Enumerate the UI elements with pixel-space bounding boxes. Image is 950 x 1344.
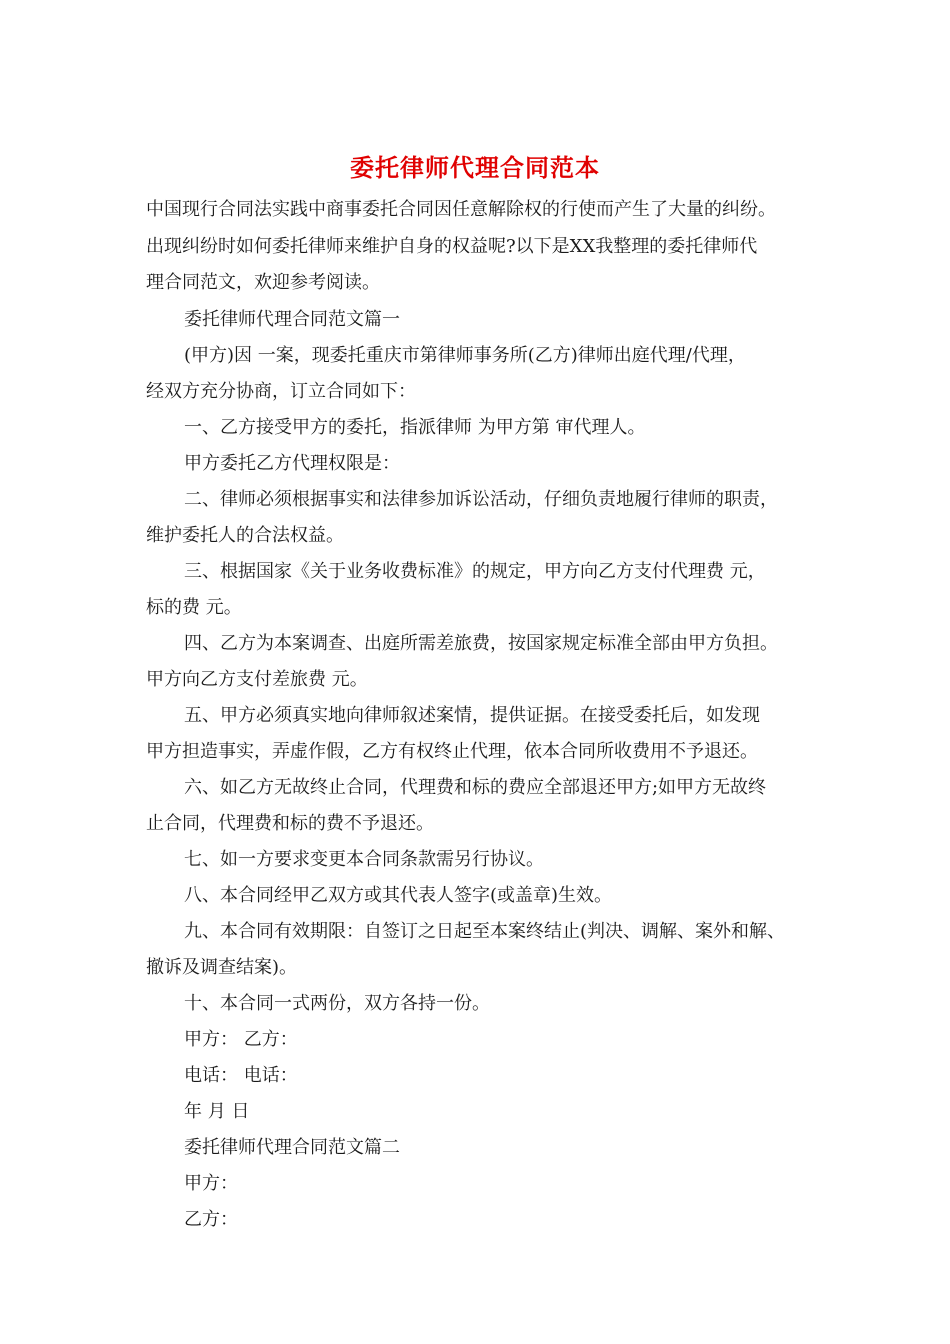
paragraph-line: 十、本合同一式两份，双方各持一份。 [184,993,490,1014]
document-title: 委托律师代理合同范本 [350,153,600,182]
paragraph-line: 三、根据国家《关于业务收费标准》的规定，甲方向乙方支付代理费 元， [184,561,766,582]
paragraph-line: 甲方委托乙方代理权限是： [184,453,400,474]
signature-party-line: 甲方： 乙方： [184,1029,298,1050]
paragraph-line: 理合同范文，欢迎参考阅读。 [146,272,380,293]
paragraph-line: 维护委托人的合法权益。 [146,525,344,546]
section-heading: 委托律师代理合同范文篇一 [184,309,400,330]
paragraph-line: 甲方向乙方支付差旅费 元。 [146,669,368,690]
paragraph-line: 四、乙方为本案调查、出庭所需差旅费，按国家规定标准全部由甲方负担。 [184,633,778,654]
party-a-line: 甲方： [184,1173,238,1194]
paragraph-line: 经双方充分协商，订立合同如下： [146,381,416,402]
paragraph-line: (甲方)因 一案，现委托重庆市第律师事务所(乙方)律师出庭代理/代理， [184,345,746,366]
paragraph-line: 止合同，代理费和标的费不予退还。 [146,813,434,834]
signature-date-line: 年 月 日 [184,1101,250,1122]
paragraph-line: 出现纠纷时如何委托律师来维护自身的权益呢?以下是XX我整理的委托律师代 [146,236,758,257]
paragraph-line: 甲方担造事实，弄虚作假，乙方有权终止代理，依本合同所收费用不予退还。 [146,741,758,762]
paragraph-line: 标的费 元。 [146,597,242,618]
paragraph-line: 二、律师必须根据事实和法律参加诉讼活动，仔细负责地履行律师的职责， [184,489,778,510]
party-b-line: 乙方： [184,1209,238,1230]
section-heading: 委托律师代理合同范文篇二 [184,1137,400,1158]
paragraph-line: 六、如乙方无故终止合同，代理费和标的费应全部退还甲方;如甲方无故终 [184,777,767,798]
paragraph-line: 撤诉及调查结案)。 [146,957,298,978]
signature-phone-line: 电话： 电话： [184,1065,298,1086]
paragraph-line: 一、乙方接受甲方的委托，指派律师 为甲方第 审代理人。 [184,417,646,438]
paragraph-line: 七、如一方要求变更本合同条款需另行协议。 [184,849,544,870]
paragraph-line: 中国现行合同法实践中商事委托合同因任意解除权的行使而产生了大量的纠纷。 [146,199,776,220]
paragraph-line: 五、甲方必须真实地向律师叙述案情，提供证据。在接受委托后，如发现 [184,705,760,726]
paragraph-line: 八、本合同经甲乙双方或其代表人签字(或盖章)生效。 [184,885,613,906]
paragraph-line: 九、本合同有效期限：自签订之日起至本案终结止(判决、调解、案外和解、 [184,921,786,942]
